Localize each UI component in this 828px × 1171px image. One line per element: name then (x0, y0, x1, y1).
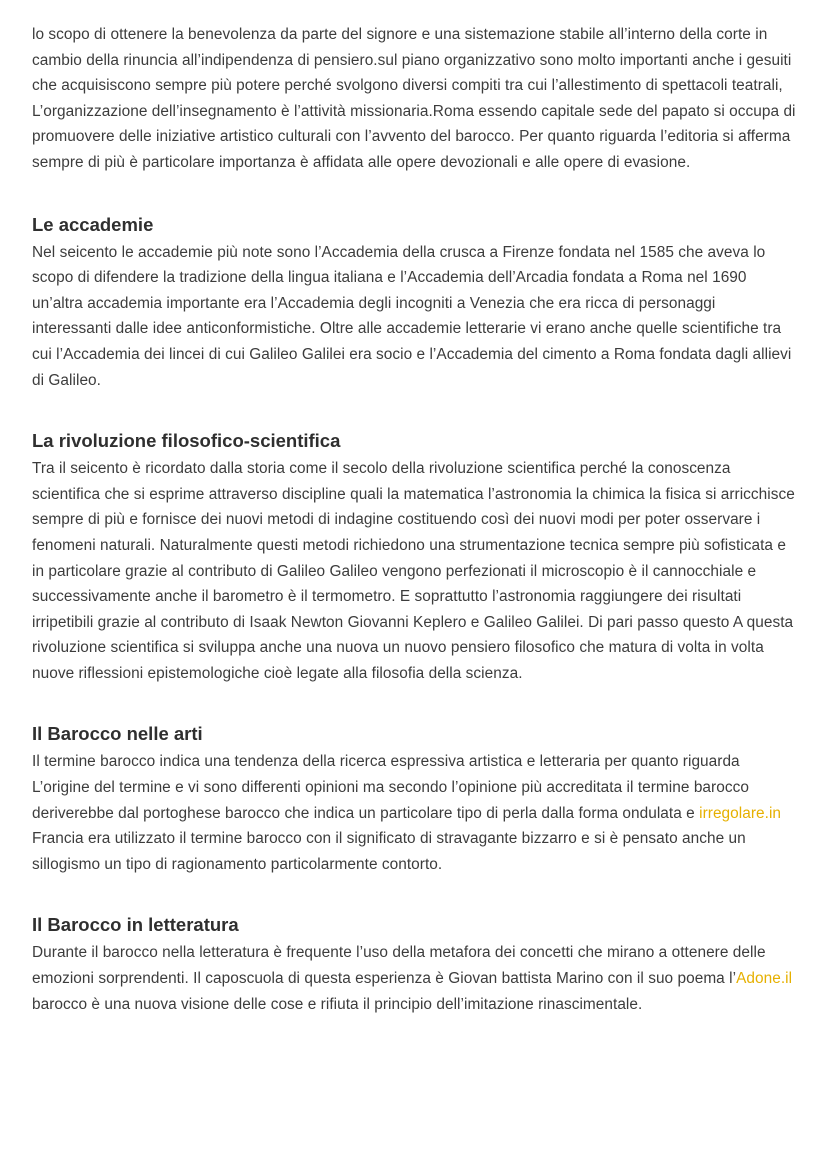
paragraph-text-before-link: Durante il barocco nella letteratura è frequente l’uso della metafora dei concetti che mirano a ottenere delle emozioni sorprendenti. Il caposcuola di questa esperienza è Giovan battista Marino con il suo poema l’ (32, 944, 766, 988)
section-paragraph-rivoluzione: Tra il seicento è ricordato dalla storia come il secolo della rivoluzione scientifica perché la conoscenza scientifica che si esprime attraverso discipline quali la matematica l’astronomia la chimica la fisica si arricchisce sempre di più e fornisce dei nuovi metodi di indagine costituendo così dei nuovi modi per poter osservare i fenomeni naturali. Naturalmente questi metodi richiedono una strumentazione tecnica sempre più sofisticata e in particolare grazie al contributo di Galileo Galileo vengono perfezionati il microscopio è il cannocchiale e successivamente anche il barometro è il termometro. E soprattutto l’astronomia raggiungere dei risultati irripetibili grazie al contributo di Isaak Newton Giovanni Keplero e Galileo Galilei. Di pari passo questo A questa rivoluzione scientifica si sviluppa anche una nuova un nuovo pensiero filosofico che matura di volta in volta nuove riflessioni epistemologiche cioè legate alla filosofia della scienza. (32, 460, 795, 682)
section-paragraph-accademie: Nel seicento le accademie più note sono l’Accademia della crusca a Firenze fondata nel 1585 che aveva lo scopo di difendere la tradizione della lingua italiana e l’Accademia dell’Arcadia fondata a Roma nel 1690 un’altra accademia importante era l’Accademia degli incogniti a Venezia che era ricca di personaggi interessanti dalle idee anticonformistiche. Oltre alle accademie letterarie vi erano anche quelle scientifiche tra cui l’Accademia dei lincei di cui Galileo Galilei era socio e l’Accademia del cimento a Roma fondata dagli allievi di Galileo. (32, 243, 792, 389)
paragraph-text-before-link: Il termine barocco indica una tendenza della ricerca espressiva artistica e letteraria per quanto riguarda L’origine del termine e vi sono differenti opinioni ma secondo l’opinione più accreditata il termine barocco deriverebbe dal portoghese barocco che indica un particolare tipo di perla dalla forma ondulata e (32, 753, 749, 822)
paragraph-text-after-link: Francia era utilizzato il termine barocco con il significato di stravagante bizzarro e si è pensato anche un sillogismo un tipo di ragionamento particolarmente contorto. (32, 830, 746, 873)
irregolare-link[interactable]: irregolare.in (699, 804, 782, 822)
adone-link[interactable]: Adone.il (736, 970, 793, 988)
paragraph-text-after-link: barocco è una nuova visione delle cose e rifiuta il principio dell’imitazione rinascimentale. (32, 995, 643, 1013)
section-title-barocco-arti: Il Barocco nelle arti (32, 723, 203, 745)
intro-paragraph: lo scopo di ottenere la benevolenza da parte del signore e una sistemazione stabile all’interno della corte in cambio della rinuncia all’indipendenza di pensiero.sul piano organizzativo sono molto importanti anche i gesuiti che acquisiscono sempre più potere perché svolgono diversi compiti tra cui l’allestimento di spettacoli teatrali, L’organizzazione dell’insegnamento è l’attività missionaria.Roma essendo capitale sede del papato si occupa di promuovere delle iniziative artistico culturali con l’avvento del barocco. Per quanto riguarda l’editoria si afferma sempre di più è particolare importanza è affidata alle opere devozionali e alle opere di evasione. (32, 26, 796, 171)
section-title-accademie: Le accademie (32, 213, 154, 235)
section-paragraph-barocco-arti (32, 749, 796, 877)
section-title-barocco-letteratura: Il Barocco in letteratura (32, 914, 239, 936)
section-title-rivoluzione: La rivoluzione filosofico-scientifica (32, 430, 341, 452)
section-paragraph-barocco-letteratura (32, 940, 796, 1017)
